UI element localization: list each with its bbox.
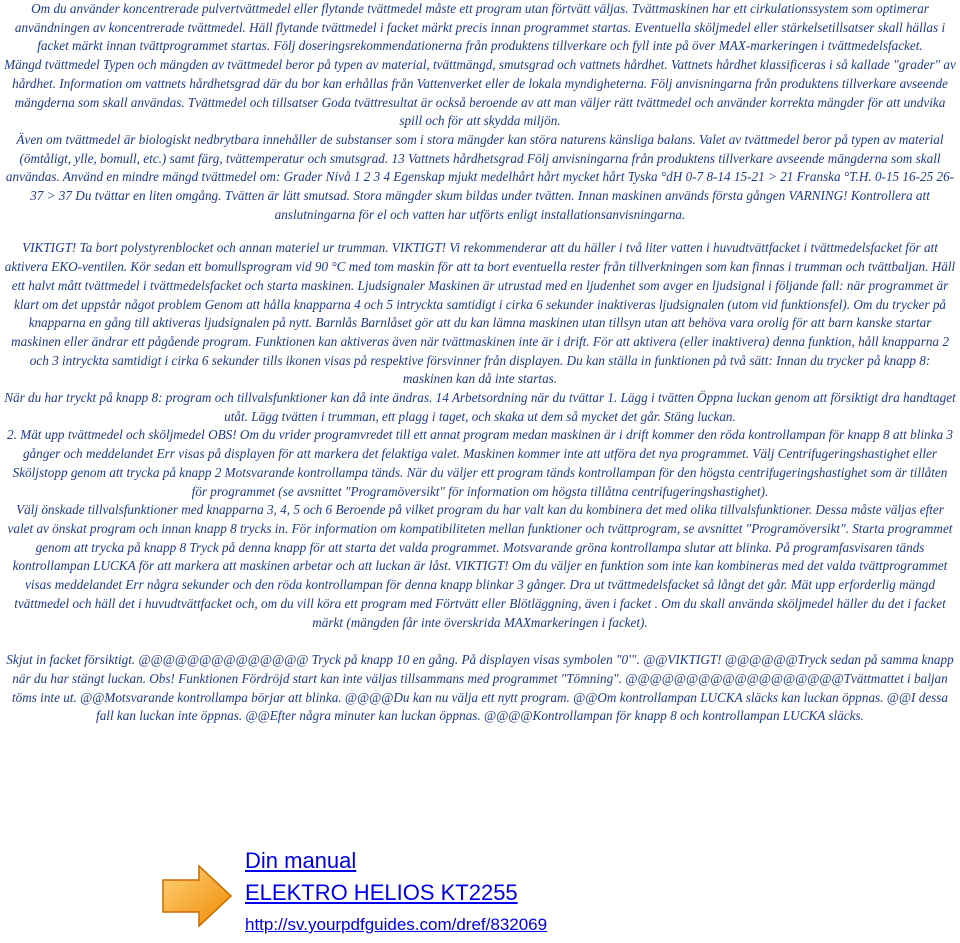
- paragraph-gap: [4, 632, 956, 651]
- text-run: Mängd tvättmedel Typen och mängden av tvättmedel beror på typen av material, tvättmängd, smutsgrad och vattnets hårdhet. Vattnets hårdhet klassificeras i så kallade "grader" av hårdhet. Information om vattnets hårdhetsgrad där du bor kan erhållas från Vattenverket eller de lokala myndigheterna. Följ anvisningarna från produktens tillverkare avseende mängderna som skall användas. Tvättmedel och tillsatser Goda tvättresultat är också beroende av att man väljer rätt tvättmedel och använder korrekta mängder för att undvika spill och för att skydda miljön.: [4, 57, 956, 129]
- text-run: Skjut in facket försiktigt. @@@@@@@@@@@@@@ Tryck på knapp 10 en gång. På displayen visas symbolen "0'". @@VIKTIGT! @@@@@@Tryck sedan på samma knapp när du har stängt luckan. Obs! Funktionen Fördröjd start kan inte väljas tillsammans med programmet "Tömning". @@@@@@@@@@@@@@@@@@Tvättmattet i baljan töms inte ut. @@Motsvarande kontrollampa börjar att blinka. @@@@Du kan nu välja ett nytt program. @@Om kontrollampan LUCKA släcks kan luckan öppnas. @@I dessa fall kan luckan inte öppnas. @@Efter några minuter kan luckan öppnas. @@@@Kontrollampan för knapp 8 och kontrollampan LUCKA släcks.: [6, 652, 954, 724]
- text-run: Välj önskade tillvalsfunktioner med knapparna 3, 4, 5 och 6 Beroende på vilket program du har valt kan du kombinera det med olika tillvalsfunktioner. Dessa måste väljas efter valet av önskat program och innan knapp 8 trycks in. För information om kompatibiliteten mellan funktioner och tvättprogram, se avsnittet "Programöversikt". Starta programmet genom att trycka på knapp 8 Tryck på denna knapp för att starta det valda programmet. Motsvarande gröna kontrollampa slutar att blinka. På programfasvisaren tänds kontrollampan LUCKA för att markera att maskinen arbetar och att luckan är låst. VIKTIGT! Om du väljer en funktion som inte kan kombineras med det valda tvättprogrammet visas meddelandet Err några sekunder och den röda kontrollampan för denna knapp blinkar 3 gånger. Dra ut tvättmedelsfacket så långt det går. Mät upp erforderlig mängd tvättmedel och häll det i huvudtvättfacket och, om du vill köra ett program med Förtvätt eller Blötläggning, även i facket . Om du skall använda sköljmedel häller du det i facket märkt (mängden får inte överskrida MAXmarkeringen i facket).: [7, 502, 953, 630]
- paragraph: [4, 131, 956, 225]
- paragraph: [4, 426, 956, 501]
- url-link[interactable]: http://sv.yourpdfguides.com/dref/832069: [245, 915, 548, 934]
- paragraph: [4, 56, 956, 131]
- footer: [157, 848, 717, 940]
- paragraph: [4, 0, 956, 56]
- paragraph: [4, 239, 956, 389]
- product-link[interactable]: ELEKTRO HELIOS KT2255: [245, 880, 518, 905]
- paragraph: [4, 651, 956, 726]
- pdf-arrow-logo-icon: [157, 858, 237, 938]
- footer-links: [245, 848, 547, 936]
- text-run: 2. Mät upp tvättmedel och sköljmedel OBS! Om du vrider programvredet till ett annat program medan maskinen är i drift kommer den röda kontrollampan för knapp 8 att blinka 3 gånger och meddelandet Err visas på displayen för att markera det felaktiga valet. Maskinen kommer inte att utföra det nya programmet. Välj Centrifugeringshastighet eller Sköljstopp genom att trycka på knapp 2 Motsvarande kontrollampa tänds. När du väljer ett program tänds kontrollampan för den högsta centrifugeringshastighet som är tillåten för programmet (se avsnittet "Programöversikt" för information om högsta tillåtna centrifugeringshastighet).: [7, 427, 953, 499]
- paragraph-gap: [4, 224, 956, 239]
- text-run: Även om tvättmedel är biologiskt nedbrytbara innehåller de substanser som i stora mängder kan störa naturens känsliga balans. Valet av tvättmedel beror på typen av material (ömtåligt, ylle, bomull, etc.) samt färg, tvättemperatur och smutsgrad. 13 Vattnets hårdhetsgrad Följ anvisningarna från produktens tillverkare avseende mängderna som skall användas. Använd en mindre mängd tvättmedel om: Grader Nivå 1 2 3 4 Egenskap mjukt medelhårt hårt mycket hårt Tyska °dH 0-7 8-14 15-21 > 21 Franska °T.H. 0-15 16-25 26-37 > 37 Du tvättar en liten omgång. Tvätten är lätt smutsad. Stora mängder skum bildas under tvätten. Innan maskinen används första gången VARNING! Kontrollera att anslutningarna för el och vatten har utförts enligt installationsanvisningarna.: [5, 131, 955, 222]
- text-run: När du har tryckt på knapp 8: program och tillvalsfunktioner kan då inte ändras. 14 Arbetsordning när du tvättar 1. Lägg i tvätten Öppna luckan genom att försiktigt dra handtaget utåt. Lägg tvätten i trumman, ett plagg i taget, och skaka ut dem så mycket det går. Stäng luckan.: [4, 390, 956, 424]
- paragraph: [4, 389, 956, 426]
- text-run: VIKTIGT! Ta bort polystyrenblocket och annan materiel ur trumman. VIKTIGT! Vi rekommenderar att du häller i två liter vatten i huvudtvättfacket i tvättmedelsfacket för att aktivera EKO-ventilen. Kör sedan ett bomullsprogram vid 90 °C med tom maskin för att ta bort eventuella rester från tillverkningen som kan finnas i trumman och tvättbaljan. Häll ett halvt mått tvättmedel i tvättmedelsfacket och starta maskinen. Ljudsignaler Maskinen är utrustad med en ljudenhet som avger en ljudsignal i följande fall: när programmet är klart om det uppstår något problem Genom att hålla knapparna 4 och 5 intryckta samtidigt i cirka 6 sekunder inaktiveras ljudsignalen (utom vid funktionsfel). Om du trycker på knapparna en gång till aktiveras ljudsignalen på nytt. Barnlås Barnlåset gör att du kan lämna maskinen utan tillsyn utan att behöva vara orolig för att barn kanske startar maskinen eller ändrar ett pågående program. Funktionen kan aktiveras även när tvättmaskinen inte är i drift. För att aktivera (eller inaktivera) denna funktion, håll knapparna 2 och 3 intryckta samtidigt i cirka 6 sekunder tills ikonen visas på respektive försvinner från displayen. Du kan ställa in funktionen på två sätt: Innan du trycker på knapp 8: maskinen kan då inte startas.: [4, 240, 956, 387]
- din-manual-link[interactable]: Din manual: [245, 848, 357, 873]
- paragraph: [4, 501, 956, 632]
- text-run: Om du använder koncentrerade pulvertvättmedel eller flytande tvättmedel måste ett program utan förtvätt väljas. Tvättmaskinen har ett cirkulationssystem som optimerar användningen av koncentrerade tvättmedel. Häll flytande tvättmedel i facket märkt precis innan programmet startas. Eventuella sköljmedel eller stärkelsetillsatser skall hällas i facket märkt innan tvättprogrammet startas. Följ doseringsrekommendationerna från produktens tillverkare och fyll inte på över MAX-markeringen i tvättmedelsfacket.: [14, 1, 946, 54]
